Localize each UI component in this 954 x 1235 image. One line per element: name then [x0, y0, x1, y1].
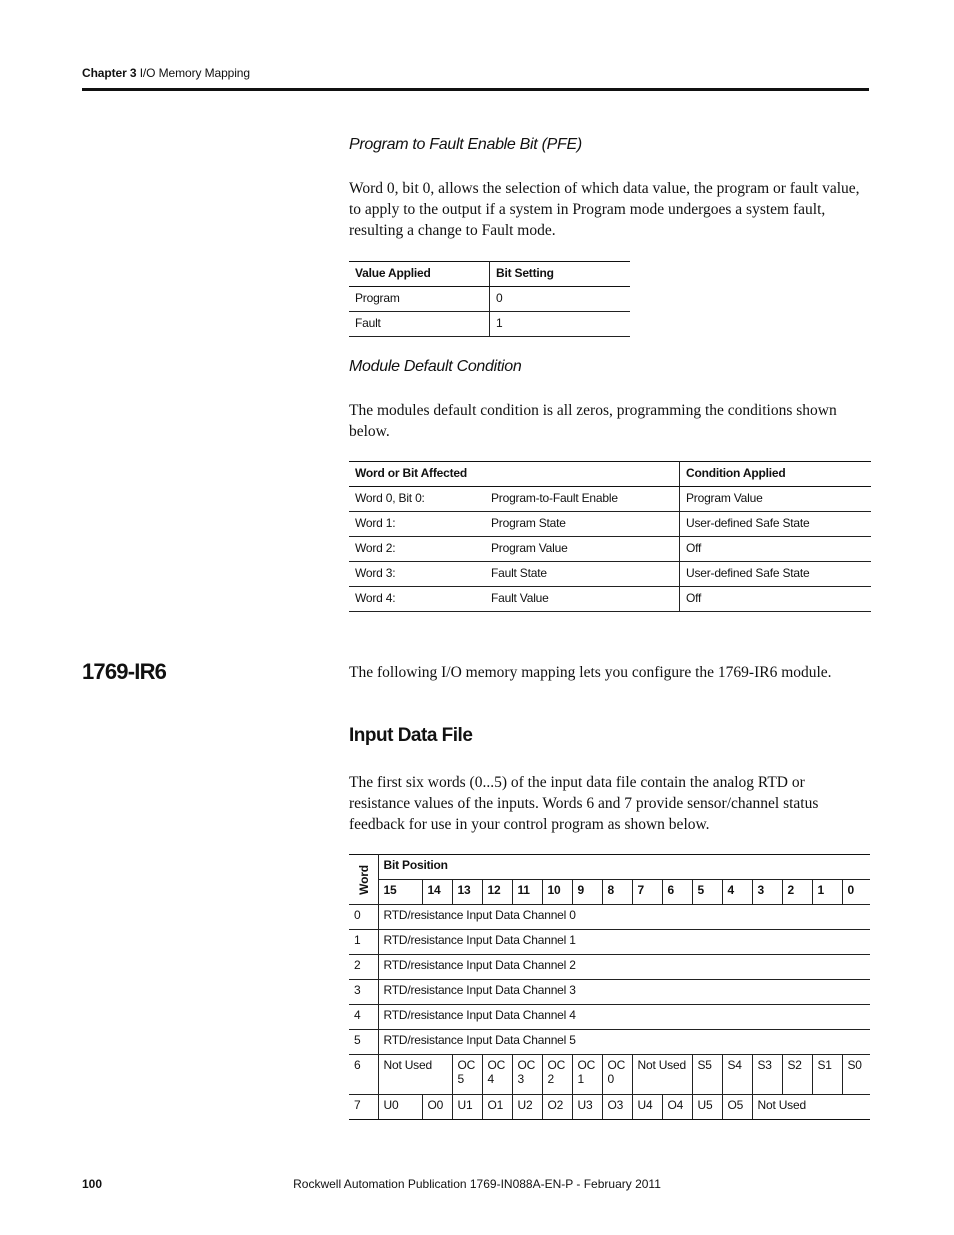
- default-body: The modules default condition is all zeros, programming the conditions shown below.: [349, 402, 837, 440]
- status-cell: S0: [842, 1055, 870, 1095]
- word-number: 4: [349, 1005, 378, 1030]
- bit-header: 6: [662, 880, 692, 905]
- table-header: Condition Applied: [680, 462, 872, 487]
- not-used-cell: Not Used: [632, 1055, 692, 1095]
- channel-cell: RTD/resistance Input Data Channel 1: [378, 930, 870, 955]
- oc-channel: 1: [577, 1072, 584, 1086]
- status-cell: S5: [692, 1055, 722, 1095]
- word-label: Word: [356, 864, 371, 895]
- oc-cell: [542, 1055, 572, 1095]
- table-row: [349, 587, 871, 612]
- oc-label: OC: [607, 1058, 626, 1072]
- table-row: [349, 1030, 870, 1055]
- header-rule: [82, 88, 869, 91]
- chapter-title: I/O Memory Mapping: [139, 66, 250, 80]
- flag-cell: O2: [542, 1095, 572, 1120]
- table-row: [349, 1005, 870, 1030]
- table-row: [349, 312, 630, 337]
- pfe-table: [349, 261, 630, 337]
- table-cell: Word 2:: [349, 537, 485, 562]
- not-used-cell: Not Used: [378, 1055, 452, 1095]
- running-header: [82, 66, 250, 80]
- table-row: [349, 930, 870, 955]
- bit-header: 0: [842, 880, 870, 905]
- flag-cell: O3: [602, 1095, 632, 1120]
- table-row: [349, 955, 870, 980]
- footer-publication: Rockwell Automation Publication 1769-IN088A-EN-P - February 2011: [293, 1177, 661, 1191]
- table-row: [349, 487, 871, 512]
- table-row: [349, 287, 630, 312]
- bit-header: 5: [692, 880, 722, 905]
- default-heading: Module Default Condition: [349, 358, 522, 375]
- oc-label: OC: [487, 1058, 506, 1072]
- bit-header: 4: [722, 880, 752, 905]
- table-cell: Program Value: [485, 537, 680, 562]
- table-cell: Fault Value: [485, 587, 680, 612]
- bit-header: 7: [632, 880, 662, 905]
- bit-header: 3: [752, 880, 782, 905]
- oc-label: OC: [517, 1058, 536, 1072]
- word-number: 7: [349, 1095, 378, 1120]
- table-cell: Off: [680, 537, 872, 562]
- flag-cell: O5: [722, 1095, 752, 1120]
- chapter-label: Chapter 3: [82, 66, 137, 80]
- status-cell: S4: [722, 1055, 752, 1095]
- section-title: 1769-IR6: [82, 659, 167, 684]
- word-column-header: [349, 855, 378, 905]
- bit-header: 14: [422, 880, 452, 905]
- table-row: [349, 562, 871, 587]
- word-number: 6: [349, 1055, 378, 1095]
- flag-cell: U2: [512, 1095, 542, 1120]
- table-cell: Word 3:: [349, 562, 485, 587]
- section-intro: The following I/O memory mapping lets you configure the 1769-IR6 module.: [349, 664, 832, 681]
- word-number: 1: [349, 930, 378, 955]
- word-number: 5: [349, 1030, 378, 1055]
- table-row: [349, 905, 870, 930]
- table-cell: Program-to-Fault Enable: [485, 487, 680, 512]
- pfe-heading: Program to Fault Enable Bit (PFE): [349, 136, 582, 153]
- input-file-body: The first six words (0...5) of the input data file contain the analog RTD or resistance values of the inputs. Words 6 and 7 provide sensor/channel status feedback for use in your control program as shown below.: [349, 774, 819, 833]
- bit-header: 12: [482, 880, 512, 905]
- word-number: 0: [349, 905, 378, 930]
- channel-cell: RTD/resistance Input Data Channel 5: [378, 1030, 870, 1055]
- table-cell: Program: [349, 287, 490, 312]
- channel-cell: RTD/resistance Input Data Channel 4: [378, 1005, 870, 1030]
- channel-cell: RTD/resistance Input Data Channel 0: [378, 905, 870, 930]
- oc-channel: 5: [457, 1072, 464, 1086]
- bit-header: 15: [378, 880, 422, 905]
- status-cell: S3: [752, 1055, 782, 1095]
- input-data-table: [349, 854, 870, 1120]
- table-cell: Fault State: [485, 562, 680, 587]
- page-number: 100: [82, 1177, 103, 1191]
- oc-channel: 3: [517, 1072, 524, 1086]
- status-cell: S1: [812, 1055, 842, 1095]
- table-cell: Program State: [485, 512, 680, 537]
- flag-cell: O1: [482, 1095, 512, 1120]
- oc-label: OC: [577, 1058, 596, 1072]
- table-cell: 1: [490, 312, 631, 337]
- not-used-cell: Not Used: [752, 1095, 870, 1120]
- bit-position-header: Bit Position: [378, 855, 870, 880]
- bit-header: 2: [782, 880, 812, 905]
- flag-cell: O4: [662, 1095, 692, 1120]
- default-table: [349, 461, 871, 612]
- flag-cell: U5: [692, 1095, 722, 1120]
- table-cell: Fault: [349, 312, 490, 337]
- flag-cell: U4: [632, 1095, 662, 1120]
- table-header: Word or Bit Affected: [349, 462, 680, 487]
- table-cell: Word 4:: [349, 587, 485, 612]
- oc-channel: 0: [607, 1072, 614, 1086]
- word-number: 2: [349, 955, 378, 980]
- bit-header: 13: [452, 880, 482, 905]
- table-cell: User-defined Safe State: [680, 562, 872, 587]
- table-cell: Word 0, Bit 0:: [349, 487, 485, 512]
- oc-cell: [572, 1055, 602, 1095]
- channel-cell: RTD/resistance Input Data Channel 2: [378, 955, 870, 980]
- oc-cell: [602, 1055, 632, 1095]
- table-cell: Off: [680, 587, 872, 612]
- pfe-body: Word 0, bit 0, allows the selection of which data value, the program or fault value, to apply to the output if a system in Program mode undergoes a system fault, resulting a change to Fault mode.: [349, 180, 860, 239]
- table-row-word-7: [349, 1095, 870, 1120]
- oc-label: OC: [457, 1058, 476, 1072]
- table-cell: User-defined Safe State: [680, 512, 872, 537]
- word-number: 3: [349, 980, 378, 1005]
- table-cell: 0: [490, 287, 631, 312]
- channel-cell: RTD/resistance Input Data Channel 3: [378, 980, 870, 1005]
- table-cell: Program Value: [680, 487, 872, 512]
- oc-label: OC: [547, 1058, 566, 1072]
- oc-channel: 2: [547, 1072, 554, 1086]
- input-file-heading: Input Data File: [349, 725, 473, 746]
- flag-cell: U3: [572, 1095, 602, 1120]
- bit-header: 11: [512, 880, 542, 905]
- flag-cell: U0: [378, 1095, 422, 1120]
- bit-header: 10: [542, 880, 572, 905]
- status-cell: S2: [782, 1055, 812, 1095]
- table-row-word-6: [349, 1055, 870, 1095]
- bit-header: 9: [572, 880, 602, 905]
- oc-cell: [512, 1055, 542, 1095]
- oc-channel: 4: [487, 1072, 494, 1086]
- table-header: Bit Setting: [490, 262, 631, 287]
- oc-cell: [482, 1055, 512, 1095]
- flag-cell: U1: [452, 1095, 482, 1120]
- table-row: [349, 537, 871, 562]
- table-row: [349, 512, 871, 537]
- table-cell: Word 1:: [349, 512, 485, 537]
- bit-header: 1: [812, 880, 842, 905]
- flag-cell: O0: [422, 1095, 452, 1120]
- bit-header: 8: [602, 880, 632, 905]
- oc-cell: [452, 1055, 482, 1095]
- table-header: Value Applied: [349, 262, 490, 287]
- table-row: [349, 980, 870, 1005]
